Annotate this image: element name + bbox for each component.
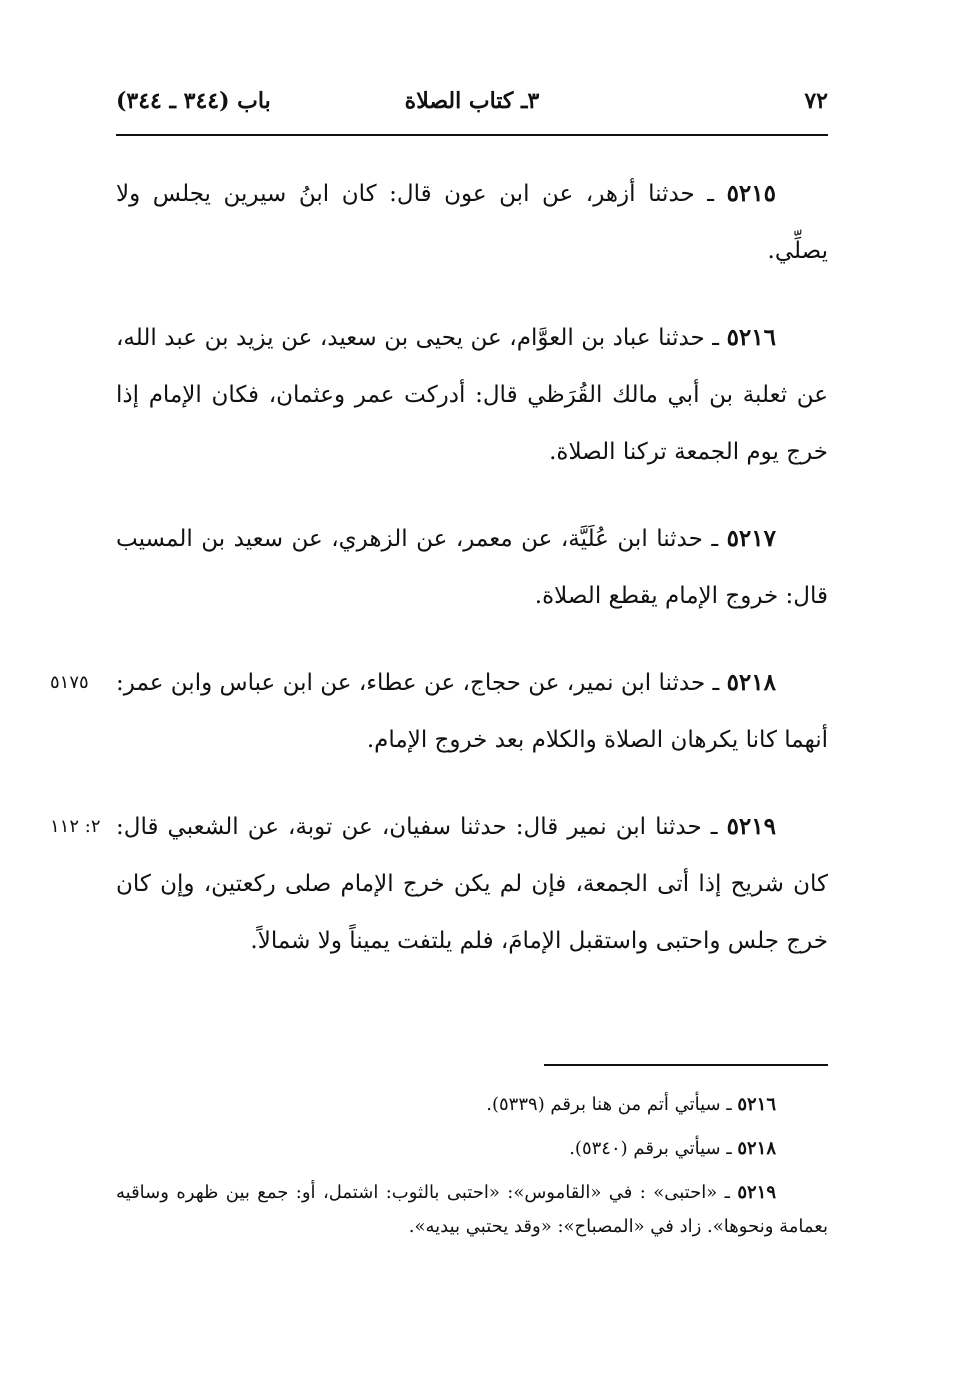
hadith-paragraph (50, 654, 828, 769)
hadith-number: ٥٢١٥ (726, 180, 776, 207)
chapter-title: باب (٣٤٤ ـ ٣٤٤) (116, 88, 271, 114)
hadith-number: ٥٢١٨ (726, 669, 776, 696)
footnote-divider (544, 1064, 828, 1066)
footnote-text: ـ «احتبى» : في «القاموس»: «احتبى بالثوب: اشتمل، أو: جمع بين ظهره وساقيه بعمامة ونحوها». زاد في «المصباح»: «وقد يحتبي بيديه». (116, 1182, 828, 1237)
hadith-number: ٥٢١٩ (726, 813, 776, 840)
hadith-number: ٥٢١٦ (726, 324, 776, 351)
hadith-paragraph (116, 165, 828, 280)
hadith-text: ـ حدثنا ابن نمير قال: حدثنا سفيان، عن توبة، عن الشعبي قال: كان شريح إذا أتى الجمعة، فإن لم يكن خرج الإمام صلى ركعتين، وإن كان خرج جلس واحتبى واستقبل الإمامَ، فلم يلتفت يميناً ولا شمالاً. (116, 814, 828, 954)
footnote-number: ٥٢١٨ (737, 1138, 776, 1159)
page-header (116, 88, 828, 126)
hadith-number: ٥٢١٧ (726, 525, 776, 552)
main-text (50, 165, 828, 999)
hadith-paragraph (116, 309, 828, 481)
footnote (116, 1176, 828, 1244)
hadith-text: ـ حدثنا ابن عُلَيَّة، عن معمر، عن الزهري، عن سعيد بن المسيب قال: خروج الإمام يقطع الصلاة. (116, 526, 828, 609)
footnote-text: ـ سيأتي برقم (٥٣٤٠). (569, 1138, 738, 1159)
book-title: ٣ـ كتاب الصلاة (404, 88, 540, 114)
hadith-text: ـ حدثنا أزهر، عن ابن عون قال: كان ابنُ سيرين يجلس ولا يصلِّي. (116, 181, 828, 264)
hadith-paragraph (116, 510, 828, 625)
hadith-paragraph (50, 798, 828, 970)
header-divider (116, 134, 828, 136)
footnote-text: ـ سيأتي أتم من هنا برقم (٥٣٣٩). (486, 1094, 738, 1115)
page-number: ٧٢ (804, 88, 828, 114)
footnote (116, 1088, 828, 1122)
hadith-text: ـ حدثنا ابن نمير، عن حجاج، عن عطاء، عن ابن عباس وابن عمر: أنهما كانا يكرهان الصلاة والكلام بعد خروج الإمام. (116, 670, 828, 753)
footnote-number: ٥٢١٩ (737, 1182, 776, 1203)
margin-reference: ٢: ١١٢ (50, 816, 101, 837)
footnotes (116, 1088, 828, 1254)
footnote (116, 1132, 828, 1166)
margin-reference: ٥١٧٥ (50, 672, 89, 693)
footnote-number: ٥٢١٦ (737, 1094, 776, 1115)
hadith-text: ـ حدثنا عباد بن العوَّام، عن يحيى بن سعيد، عن يزيد بن عبد الله، عن ثعلبة بن أبي مالك القُرَظي قال: أدركت عمر وعثمان، فكان الإمام إذا خرج يوم الجمعة تركنا الصلاة. (116, 325, 828, 465)
